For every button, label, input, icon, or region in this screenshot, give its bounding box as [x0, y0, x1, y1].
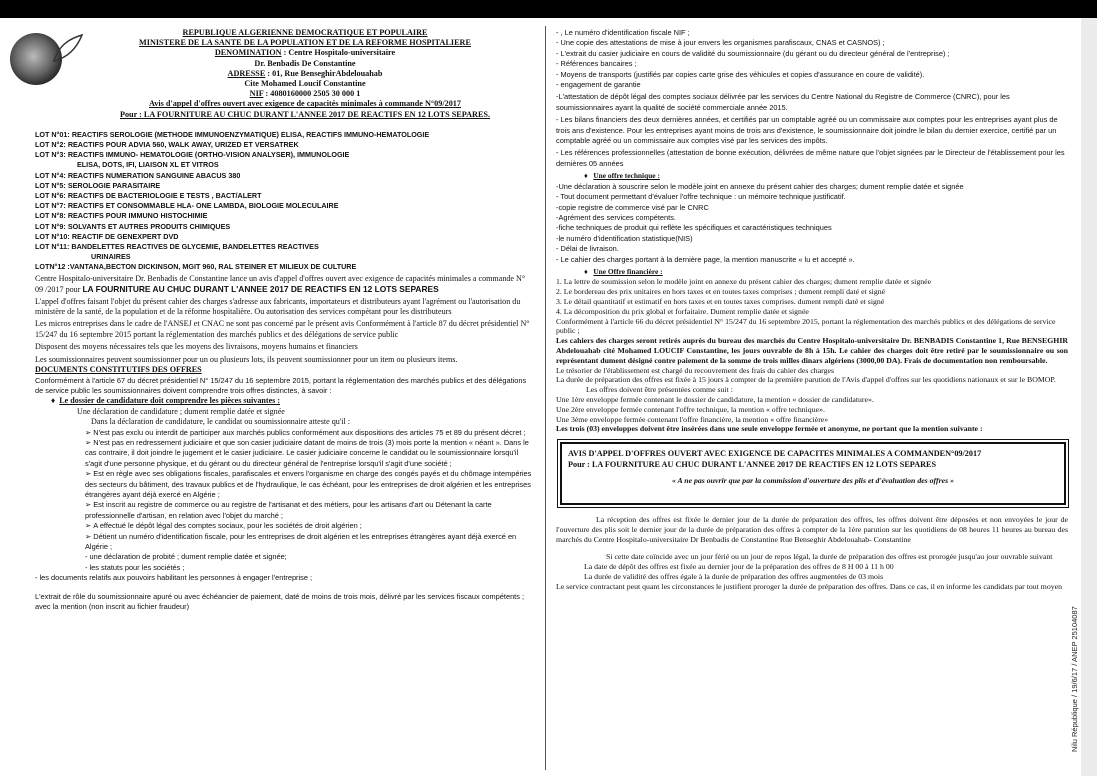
- envelope-label-box: [560, 442, 1066, 505]
- declaration-line: Dans la déclaration de candidature, le candidat ou soumissionnaire atteste qu'il :: [91, 417, 351, 427]
- paragraph: Les offres doivent être présentées comme suit :: [586, 385, 733, 395]
- paragraph: La réception des offres est fixée le dernier jour de la durée de préparation des offres, les offres doivent être déposées et non envoyées le jour de l'ouverture des plis soit le dernier jour de la durée de préparation des offres à compter de la 1ère parution sur les quotidiens de 08 heures 11 heures au bureau des marchés du Centre Hospitalo-universitaire Dr Benbadis de Constantine Rue Benseghir Abdelouahab- Constantine: [556, 515, 1068, 544]
- item: - engagement de garantie: [556, 80, 641, 90]
- paragraph: Disposent des moyens nécessaires tels que les moyens des livraisons, moyens humains et financiers: [35, 342, 358, 352]
- paragraph: Le service contractant peut quant les circonstances le justifient proroger la durée de préparation des offres. Dans ce cas, il en informe les candidats par tout moyen: [556, 581, 1063, 591]
- box-subtitle: Pour : LA FOURNITURE AU CHUC DURANT L'ANNEE 2017 DE REACTIFS EN 12 LOTS SEPARES: [568, 459, 937, 469]
- paragraph: Conformément à l'article 67 du décret présidentiel N° 15/247 du 16 septembre 2015, portant la réglementation des marchés publics et des délégations de service public les soumissionnaires doivent comprendre trois offres distinctes, à savoir :: [35, 375, 527, 395]
- tech-item: -le numéro d'identification statistique(NIS): [556, 233, 693, 243]
- item: - Une copie des attestations de mise à jour envers les organismes parafiscaux, CNAS et CASNOS) ;: [556, 38, 885, 48]
- lot-item: LOT N°9: SOLVANTS ET AUTRES PRODUITS CHIMIQUES: [35, 221, 231, 231]
- dash-item: - les documents relatifs aux pouvoirs habilitant les personnes à engager l'entreprise ;: [35, 573, 313, 583]
- paragraph: L'extrait de rôle du soumissionnaire apuré ou avec échéancier de paiement, daté de moins de trois mois, délivré par les services fiscaux compétents ; avec la mention (non inscrit au fichier fraudeur): [35, 591, 525, 612]
- arrow-item: ➢ Est inscrit au registre de commerce ou au registre de l'artisanat et des métiers, pour les artisans d'art ou Détenant la carte professionnelle d'artisan, en relation avec l'objet du marché ;: [85, 500, 492, 520]
- enveloppe-line: Une 3ème enveloppe fermée contenant l'offre financière, la mention « offre financière»: [556, 414, 829, 424]
- lot-item-continued: URINAIRES: [91, 252, 131, 262]
- lot-item: LOT N°10: REACTIF DE GENEXPERT DVD: [35, 231, 179, 241]
- ministry-title: MINISTERE DE LA SANTE DE LA POPULATION ET DE LA REFORME HOSPITALIERE: [139, 38, 471, 48]
- item: - L'extrait du casier judiciaire en cours de validité du soumissionnaire (du gérant ou du directeur général de l'entreprise) ;: [556, 48, 950, 58]
- item: - Moyens de transports (justifiés par copies carte grise des véhicules et copies d'assurance en coure de validité).: [556, 69, 925, 79]
- tech-item: -fiche techniques de produit qui reflète les spécifiques et caractéristiques techniques: [556, 223, 832, 233]
- hospital-name: Dr. Benbadis De Constantine: [254, 58, 356, 68]
- section-title: DOCUMENTS CONSTITUTIFS DES OFFRES: [35, 365, 202, 375]
- enveloppe-line: Une 1ère enveloppe fermée contenant le dossier de candidature, la mention « dossier de candidature».: [556, 394, 874, 404]
- tech-item: - Tout document permettant d'évaluer l'offre technique : un mémoire technique justificatif.: [556, 192, 846, 202]
- paragraph: La durée de validité des offres égale à la durée de préparation des offres augmentées de 03 mois: [584, 572, 884, 582]
- tech-item: -Agrément des services compétents.: [556, 212, 676, 222]
- financial-list: [556, 277, 1068, 434]
- lot-item: LOT N°6: REACTIFS DE BACTERIOLOGIE E TESTS , BACT/ALERT: [35, 191, 262, 201]
- paragraph: Si cette date coïncide avec un jour férié ou un jour de repos légal, la durée de préparation des offres est prorogée jusqu'au jour ouvrable suivant: [606, 552, 1053, 562]
- arrow-item: ➢ Détient un numéro d'identification fiscale, pour les entreprises de droit algérien et les entreprises étrangères ayant déjà exercé en Algérie ;: [85, 531, 517, 552]
- paragraph: -L'attestation de dépôt légal des comptes sociaux délivrée par les services du Centre National du Registre de Commerce (CNRC), pour les soumissionnaires ayant la qualité de société commerciale année 2015.: [556, 92, 1010, 112]
- tech-item: - Le cahier des charges portant à la dernière page, la mention manuscrite « lu et accepté ».: [556, 254, 855, 264]
- tech-heading: ♦ Une offre technique :: [584, 171, 660, 181]
- lots-list: [35, 130, 535, 273]
- nif: NIF : 4080160000 2505 30 000 1: [249, 89, 361, 99]
- tech-item: - Délai de livraison.: [556, 244, 619, 254]
- paragraph: Le trésorier de l'établissement est chargé du recouvrement des frais du cahier des charges: [556, 365, 835, 375]
- denomination: DENOMINATION : Centre Hospitalo-universitaire: [214, 48, 396, 58]
- closing-section: [556, 515, 1068, 592]
- fin-item: 2. Le bordereau des prix unitaires en hors taxes et en toutes taxes comprises ; dument rempli daté et signé: [556, 287, 886, 297]
- box-title: AVIS D'APPEL D'OFFRES OUVERT AVEC EXIGENCE DE CAPACITES MINIMALES A COMMANDEN°09/2017: [568, 449, 982, 459]
- left-column: [35, 28, 535, 612]
- declaration-line: Une déclaration de candidature ; dument remplie datée et signée: [77, 406, 285, 416]
- paragraph: La date de dépôt des offres est fixée au dernier jour de la préparation des offres de 8 H 00 à 11 h 00: [584, 562, 894, 572]
- paragraph: Les soumissionnaires peuvent soumissionner pour un ou plusieurs lots, ils peuvent soumissionner pour un item ou plusieurs items.: [35, 354, 458, 364]
- arrow-item: ➢ N'est pas en redressement judiciaire et que son casier judiciaire datant de moins de trois (3) mois porte la mention « néant ». Dans le cas contraire, il doit joindre le jugement et le casier judiciaire. Le casier judiciaire concerne le candidat ou le soumissionnaire lorsqu'il s'agit d'une personne physique, et du gérant ou du directeur général de l'entreprise lorsqu'il s'agit d'une société ;: [85, 437, 529, 468]
- dash-item: - une déclaration de probité ; dument remplie datée et signée;: [85, 552, 287, 562]
- pour-title: Pour : LA FOURNITURE AU CHUC DURANT L'ANNEE 2017 DE REACTIFS EN 12 LOTS SEPARES.: [119, 109, 491, 119]
- lot-item: LOT N°11: BANDELETTES REACTIVES DE GLYCEMIE, BANDELETTES REACTIVES: [35, 242, 319, 252]
- right-gray-margin: [1081, 18, 1097, 776]
- lot-item: LOT N°4: REACTIFS NUMERATION SANGUINE ABACUS 380: [35, 170, 241, 180]
- republic-title: REPUBLIQUE ALGERIENNE DEMOCRATIQUE ET POPULAIRE: [182, 28, 428, 37]
- lot-item: LOT N°01: REACTIFS SEROLOGIE (METHODE IMMUNOENZYMATIQUE) ELISA, REACTIFS IMMUNO-HEMATOLOGIE: [35, 129, 430, 139]
- column-divider: [545, 26, 546, 770]
- paragraph: Les micros entreprises dans le cadre de l'ANSEJ et CNAC ne sont pas concerné par le présent avis Conformément à l'article 87 du décret présidentiel N° 15/247 du 16 septembre 2015 portant la réglementation des marchés publics et des délégations de service public: [35, 319, 530, 339]
- dash-item: - les statuts pour les sociétés ;: [85, 562, 185, 572]
- arrow-item: ➢ N'est pas exclu ou interdit de participer aux marchés publics conformément aux dispositions des articles 75 et 89 du présent décret ;: [85, 427, 526, 437]
- paragraph: - Les références professionnelles (attestation de bonne exécution, délivrées de même nature que l'objet signées par le Directeur de l'établissement pour les dernières 05 années: [556, 148, 1065, 168]
- right-column: [556, 28, 1068, 592]
- lot-item: LOT N°2: REACTIFS POUR ADVIA 560, WALK AWAY, URIZED ET VERSATREK: [35, 140, 299, 150]
- dossier-heading: ♦ Le dossier de candidature doit comprendre les pièces suivantes :: [51, 396, 281, 406]
- intro-paragraph: Centre Hospitalo-universitaire Dr. Benbadis de Constantine lance un avis d'appel d'offres ouvert avec exigence de capacités minimales a commande N° 09 /2017 pour LA FOURNITURE AU CHUC DURANT L'ANNEE 2017 DE REACTIFS EN 12 LOTS SEPARES: [35, 273, 526, 294]
- fin-item: 4. La décomposition du prix global et forfaitaire. Dument remplie datée et signée: [556, 306, 809, 316]
- lot-item-continued: ELISA, DOTS, IFI, LIAISON XL ET VITROS: [77, 160, 219, 170]
- fin-heading: ♦ Une Offre financière :: [584, 266, 663, 276]
- fin-item: 3. Le détail quantitatif et estimatif en hors taxes et en toutes taxes comprises. dument rempli daté et signé: [556, 296, 885, 306]
- fin-item: 1. La lettre de soumission selon le modèle joint en annexe du présent cahier des charges; dument remplie datée et signée: [556, 277, 932, 287]
- item: - Références bancaires ;: [556, 59, 637, 69]
- arrow-item: ➢ A effectué le dépôt légal des comptes sociaux, pour les sociétés de droit algérien ;: [85, 521, 362, 531]
- enveloppe-line: Une 2ère enveloppe fermée contenant l'offre technique, la mention « offre technique».: [556, 404, 825, 414]
- paragraph: - Les bilans financiers des deux dernières années, et certifiés par un comptable agréé ou un commissaire aux comptes pour les entreprises ayant plus de trois ans d'existence. Pour les entreprises ayant moins de trois ans d'existence, le soumissionnaire doit joindre le bilan du dernier exercice, certifié par un comptable agréé ou un commissaire aux comptes visé par les services des impôts.: [556, 115, 1058, 146]
- tech-item: -Une déclaration à souscrire selon le modèle joint en annexe du présent cahier des charges; dument remplie datée et signée: [556, 181, 964, 191]
- paragraph: L'appel d'offres faisant l'objet du présent cahier des charges s'adresse aux fabricants, importateurs et distributeurs ayant l'agrément ou l'autorisation du ministère de la santé, de la population et de la réforme hospitalière. Ou autorisation des services compétant pour les distributeurs: [35, 296, 521, 317]
- lot-item: LOT N°5: SEROLOGIE PARASITAIRE: [35, 180, 161, 190]
- lot-item: LOTN°12 :VANTANA,BECTON DICKINSON, MGIT 960, RAL STEINER ET MILIEUX DE CULTURE: [35, 262, 357, 272]
- avis-title: Avis d'appel d'offres ouvert avec exigence de capacités minimales à commande N°09/2017: [148, 99, 461, 109]
- tech-item: -copie registre de commerce visé par le CNRC: [556, 202, 709, 212]
- attest-list: [35, 428, 535, 574]
- address: ADRESSE : 01, Rue BenseghirAbdelouahab: [227, 68, 383, 78]
- lot-item: LOT N°3: REACTIFS IMMUNO- HEMATOLOGIE (ORTHO-VISION ANALYSER), IMMUNOLOGIE: [35, 150, 350, 160]
- cite-address: Cite Mohamed Loucif Constantine: [244, 79, 366, 89]
- side-reference: Nilu République / 19/6/17 / ANEP 25104087: [1070, 606, 1079, 752]
- item: - , Le numéro d'identification fiscale NIF ;: [556, 28, 690, 37]
- letterhead: [35, 28, 535, 120]
- paragraph: Les cahiers des charges seront retirés auprès du bureau des marchés du Centre Hospitalo-universitaire Dr. BENBADIS Constantine 1, Rue BENSEGHIR Abdelouahab cité Mohamed LOUCIF Constantine, les jours ouvrable de 8h à 15h. Le cahier des charges doit être retiré par le soumissionnaire ou son représentant dument désigné contre paiement de la somme de trois milles dinars algériens (3000,00 DA). Frais de documentation non remboursable.: [556, 336, 1068, 365]
- paragraph: La durée de préparation des offres est fixée à 15 jours à compter de la première parution de l'Avis d'appel d'offres sur les quotidiens nationaux et sur le BOMOP.: [556, 375, 1056, 385]
- box-notice: « A ne pas ouvrir que par la commission d'ouverture des plis et d'évaluation des offres »: [671, 475, 954, 485]
- top-black-bar: [0, 0, 1097, 18]
- lot-item: LOT N°8: REACTIFS POUR IMMUNO HISTOCHIMIE: [35, 211, 208, 221]
- paragraph: Conformément à l'article 66 du décret présidentiel N° 15/247 du 16 septembre 2015, portant la réglementation des marchés publics et des délégations de service public ;: [556, 316, 1056, 336]
- arrow-item: ➢ Est en règle avec ses obligations fiscales, parafiscales et envers l'organisme en charge des congés payés et du chômage intempéries des secteurs du bâtiment, des travaux publics et de l'hydraulique, le cas échéant, pour les entreprises de droit algérien et les entreprises étrangères ayant déjà exercé en Algérie ;: [85, 469, 532, 499]
- paragraph: Les trois (03) enveloppes doivent être insérées dans une seule enveloppe fermée et anonyme, ne portant que la mention suivante :: [556, 424, 983, 434]
- lot-item: LOT N°7: REACTIFS ET CONSOMMABLE HLA- ONE LAMBDA, BIOLOGIE MOLECULAIRE: [35, 201, 339, 211]
